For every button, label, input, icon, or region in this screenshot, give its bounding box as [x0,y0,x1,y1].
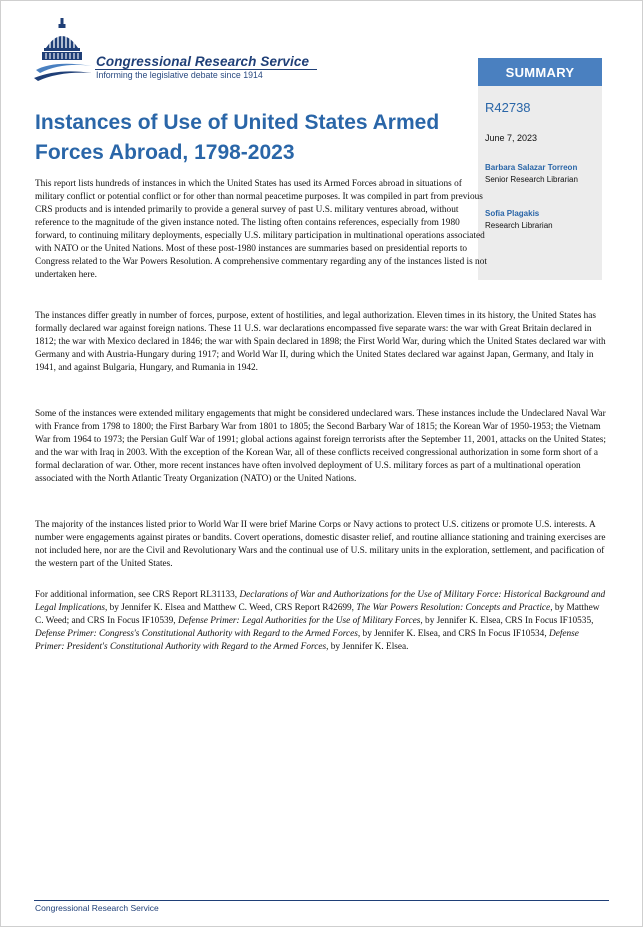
org-tagline: Informing the legislative debate since 1914 [96,70,263,80]
author-name: Sofia Plagakis [485,209,540,218]
summary-paragraph-2: The instances differ greatly in number of forces, purpose, extent of hostilities, and legal authorization. Eleven times in its history, the United States has formally declared war against foreign nations. These 11 U.S. war declarations encompassed five separate wars: the war with Great Britain declared in 1812; the war with Mexico declared in 1846; the war with Spain declared in 1898; the First World War, during which the United States declared war with Germany and with Austria-Hungary during 1917; and World War II, during which the United States declared war against Japan, Germany, and Italy in 1941, and against Bulgaria, Hungary, and Rumania in 1942. [35,311,606,373]
author-role: Senior Research Librarian [485,175,578,184]
summary-paragraph-5 [35,589,607,654]
footer-rule [34,900,609,901]
citation-title: Defense Primer: Congress's Constitutional Authority with Regard to the Armed Forces [35,629,358,639]
summary-paragraph-1: This report lists hundreds of instances in which the United States has used its Armed Forces abroad in situations of military conflict or potential conflict or for other than normal peacetime purposes. It was compiled in part from previous CRS products and is intended primarily to provide a general survey of past U.S. military ventures abroad, without reference to the magnitude of the given instance noted. The listing often contains references, especially from 1980 forward, to continuing military deployments, especially U.S. military participation in multinational operations associated with NATO or the United Nations. Most of these post-1980 instances are summaries based on presidential reports to Congress related to the War Powers Resolution. A comprehensive commentary regarding any of the instances listed is not undertaken here. [35,179,487,280]
summary-label: SUMMARY [478,58,602,86]
citation-title: Declarations of War and Authorizations for the Use of Military Force: Historical Background and Legal Implications [35,590,606,613]
para-text: , by Jennifer K. Elsea and Matthew C. Weed, CRS Report R42699, [104,603,357,613]
summary-paragraph-3: Some of the instances were extended military engagements that might be considered undeclared wars. These instances include the Undeclared Naval War with France from 1798 to 1800; the First Barbary War from 1801 to 1805; the Second Barbary War of 1815; the Korean War of 1950-1953; the Vietnam War from 1964 to 1973; the Persian Gulf War of 1991; global actions against foreign terrorists after the September 11, 2001, attacks on the United States; and the war with Iraq in 2003. With the exception of the Korean War, all of these conflicts received congressional authorization in some form short of a formal declaration of war. Other, more recent instances have often involved deployment of U.S. military forces as part of a multinational operation associated with the North Atlantic Treaty Organization (NATO) or the United Nations. [35,409,606,484]
para-text: , by Jennifer K. Elsea, and CRS In Focus IF10534, [357,629,549,639]
author-role: Research Librarian [485,221,553,230]
capitol-dome-logo-icon [34,18,92,82]
para-text: , by Jennifer K. Elsea. [326,642,409,652]
citation-title: Defense Primer: President's Constitutional Authority with Regard to the Armed Forces [35,629,579,652]
para-text: , by Matthew C. Weed; and CRS In Focus IF10539, [35,603,600,626]
citation-title: Defense Primer: Legal Authorities for the Use of Military Forces [177,616,421,626]
citation-title: The War Powers Resolution: Concepts and Practice [356,603,551,613]
para-text: For additional information, see CRS Report RL31133, [35,590,240,600]
author-name: Barbara Salazar Torreon [485,163,578,172]
report-number: R42738 [485,100,531,115]
summary-paragraph-4: The majority of the instances listed prior to World War II were brief Marine Corps or Navy actions to protect U.S. citizens or promote U.S. interests. A number were engagements against pirates or bandits. Covert operations, domestic disaster relief, and routine alliance stationing and training exercises are not included here, nor are the Civil and Revolutionary Wars and the continual use of U.S. military units in the exploration, settlement, and pacification of the western part of the United States. [35,520,606,569]
report-date: June 7, 2023 [485,133,538,143]
para-text: , by Jennifer K. Elsea, CRS In Focus IF10535, [420,616,594,626]
org-name: Congressional Research Service [96,54,310,69]
report-title: Instances of Use of United States Armed Forces Abroad, 1798-2023 [35,111,440,164]
footer-text: Congressional Research Service [35,903,159,913]
